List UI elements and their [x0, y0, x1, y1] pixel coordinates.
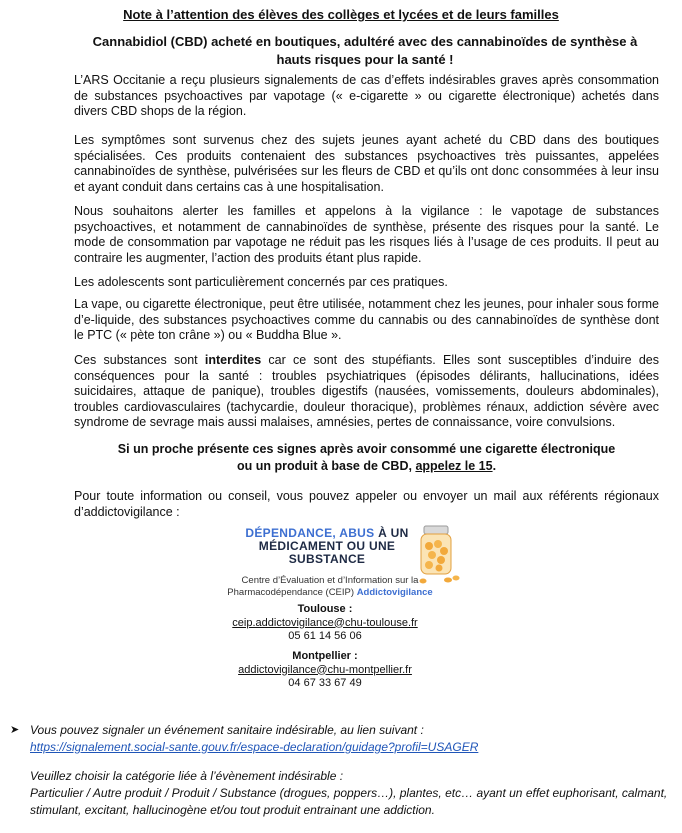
logo-line-1-blue: DÉPENDANCE, ABUS: [245, 526, 375, 540]
paragraph-adolescents: Les adolescents sont particulièrement concernés par ces pratiques.: [74, 275, 448, 289]
contact-email-link[interactable]: addictovigilance@chu-montpellier.fr: [238, 663, 412, 676]
interdites-bold: interdites: [204, 353, 262, 367]
logo-sub-line-1: Centre d’Évaluation et d’Information sur la: [241, 575, 419, 586]
page-title: Note à l’attention des élèves des collèges et lycées et de leurs familles: [123, 7, 559, 22]
contact-phone: 04 67 33 67 49: [288, 677, 362, 689]
category-text: Particulier / Autre produit / Produit / Substance (drogues, poppers…), plantes, etc… ayant un effet euphorisant, calmant, stimulant, excitant, hallucinogène et/ou tout produit entrainant une addiction.: [30, 786, 668, 817]
subtitle-line-2: hauts risques pour la santé !: [276, 52, 454, 67]
signalement-link[interactable]: https://signalement.social-sante.gouv.fr/espace-declaration/guidage?profil=USAGER: [30, 740, 479, 754]
logo-sub-line-2-text: Pharmacodépendance (CEIP): [227, 587, 357, 598]
logo-subtitle: [210, 575, 450, 599]
contact-toulouse: [200, 603, 450, 644]
subtitle: [74, 33, 656, 69]
logo-sub-line-2: [210, 587, 450, 599]
logo-sub-line-2-blue: Addictovigilance: [356, 587, 433, 598]
alert-line-2: [74, 458, 659, 475]
signalement-text: Vous pouvez signaler un événement sanitaire indésirable, au lien suivant :: [30, 723, 424, 737]
alert-line-1: Si un proche présente ces signes après avoir consommé une cigarette électronique: [117, 442, 616, 456]
paragraph-signalements: L’ARS Occitanie a reçu plusieurs signalements de cas d’effets indésirables graves après consommation de substances psychoactives par vapotage (« e-cigarette » ou cigarette électronique) achetés dans divers CBD shops de la région.: [74, 73, 659, 118]
paragraph-interdites: [74, 353, 659, 431]
alert-line-2-after: .: [492, 459, 497, 473]
logo-title: [232, 527, 422, 566]
contact-city: Montpellier :: [292, 650, 358, 662]
alert-block: [74, 441, 659, 475]
contact-phone: 05 61 14 56 06: [288, 630, 362, 642]
interdites-after: car ce sont des stupéfiants. Elles sont susceptibles d’induire des conséquences pour la santé : troubles psychiatriques (épisodes délirants, hallucinations, idées suicidaires, attaque de panique), troubles digestifs (nausées, vomissements, douleurs abdominales), troubles cardiovasculaires (tachycardie, douleur thoracique), problèmes rénaux, addiction sévère avec syndrome de sevrage mais aussi malaises, amnésies, pertes de connaissance, voire convulsions.: [74, 353, 659, 429]
contact-email-link[interactable]: ceip.addictovigilance@chu-toulouse.fr: [232, 616, 418, 629]
contact-montpellier: [200, 650, 450, 691]
interdites-before: Ces substances sont: [74, 353, 205, 367]
logo-line-3: SUBSTANCE: [288, 552, 366, 566]
paragraph-vigilance: Nous souhaitons alerter les familles et appelons à la vigilance : le vapotage de substances psychoactives, et notamment de cannabinoïdes de synthèse, présente des risques pour la santé. Le mode de consommation par vapotage ne réduit pas les risques liés à l’usage de ces produits. Il peut au contraire les augmenter, l’action des produits étant plus rapide.: [74, 204, 659, 265]
logo-line-2: MÉDICAMENT OU UNE: [258, 539, 396, 553]
logo-line-1-rest: À UN: [374, 526, 409, 540]
subtitle-line-1: Cannabidiol (CBD) acheté en boutiques, adultéré avec des cannabinoïdes de synthèse à: [92, 34, 638, 49]
contact-city: Toulouse :: [297, 603, 353, 615]
paragraph-vape: La vape, ou cigarette électronique, peut être utilisée, notamment chez les jeunes, pour inhaler sous forme d’e-liquide, des substances psychoactives comme du cannabis ou des cannabinoïdes de synthèse dont le PTC (« pète ton crâne ») ou « Buddha Blue ».: [74, 297, 659, 342]
call-15-link: appelez le 15: [415, 459, 493, 473]
arrow-bullet-icon: ➤: [10, 724, 20, 736]
category-title: Veuillez choisir la catégorie liée à l’évènement indésirable :: [30, 769, 344, 783]
paragraph-symptomes: Les symptômes sont survenus chez des sujets jeunes ayant acheté du CBD dans des boutiques spécialisées. Ces produits contenaient des substances psychoactives très puissantes, appelées cannabinoïdes de synthèse, pulvérisées sur les fleurs de CBD et qu’ils ont donc consommées à leur insu et ayant conduit dans certains cas à une hospitalisation.: [74, 133, 659, 194]
paragraph-contact-intro: Pour toute information ou conseil, vous pouvez appeler ou envoyer un mail aux référents régionaux d’addictovigilance :: [74, 489, 659, 519]
alert-line-2-before: ou un produit à base de CBD,: [236, 459, 416, 473]
